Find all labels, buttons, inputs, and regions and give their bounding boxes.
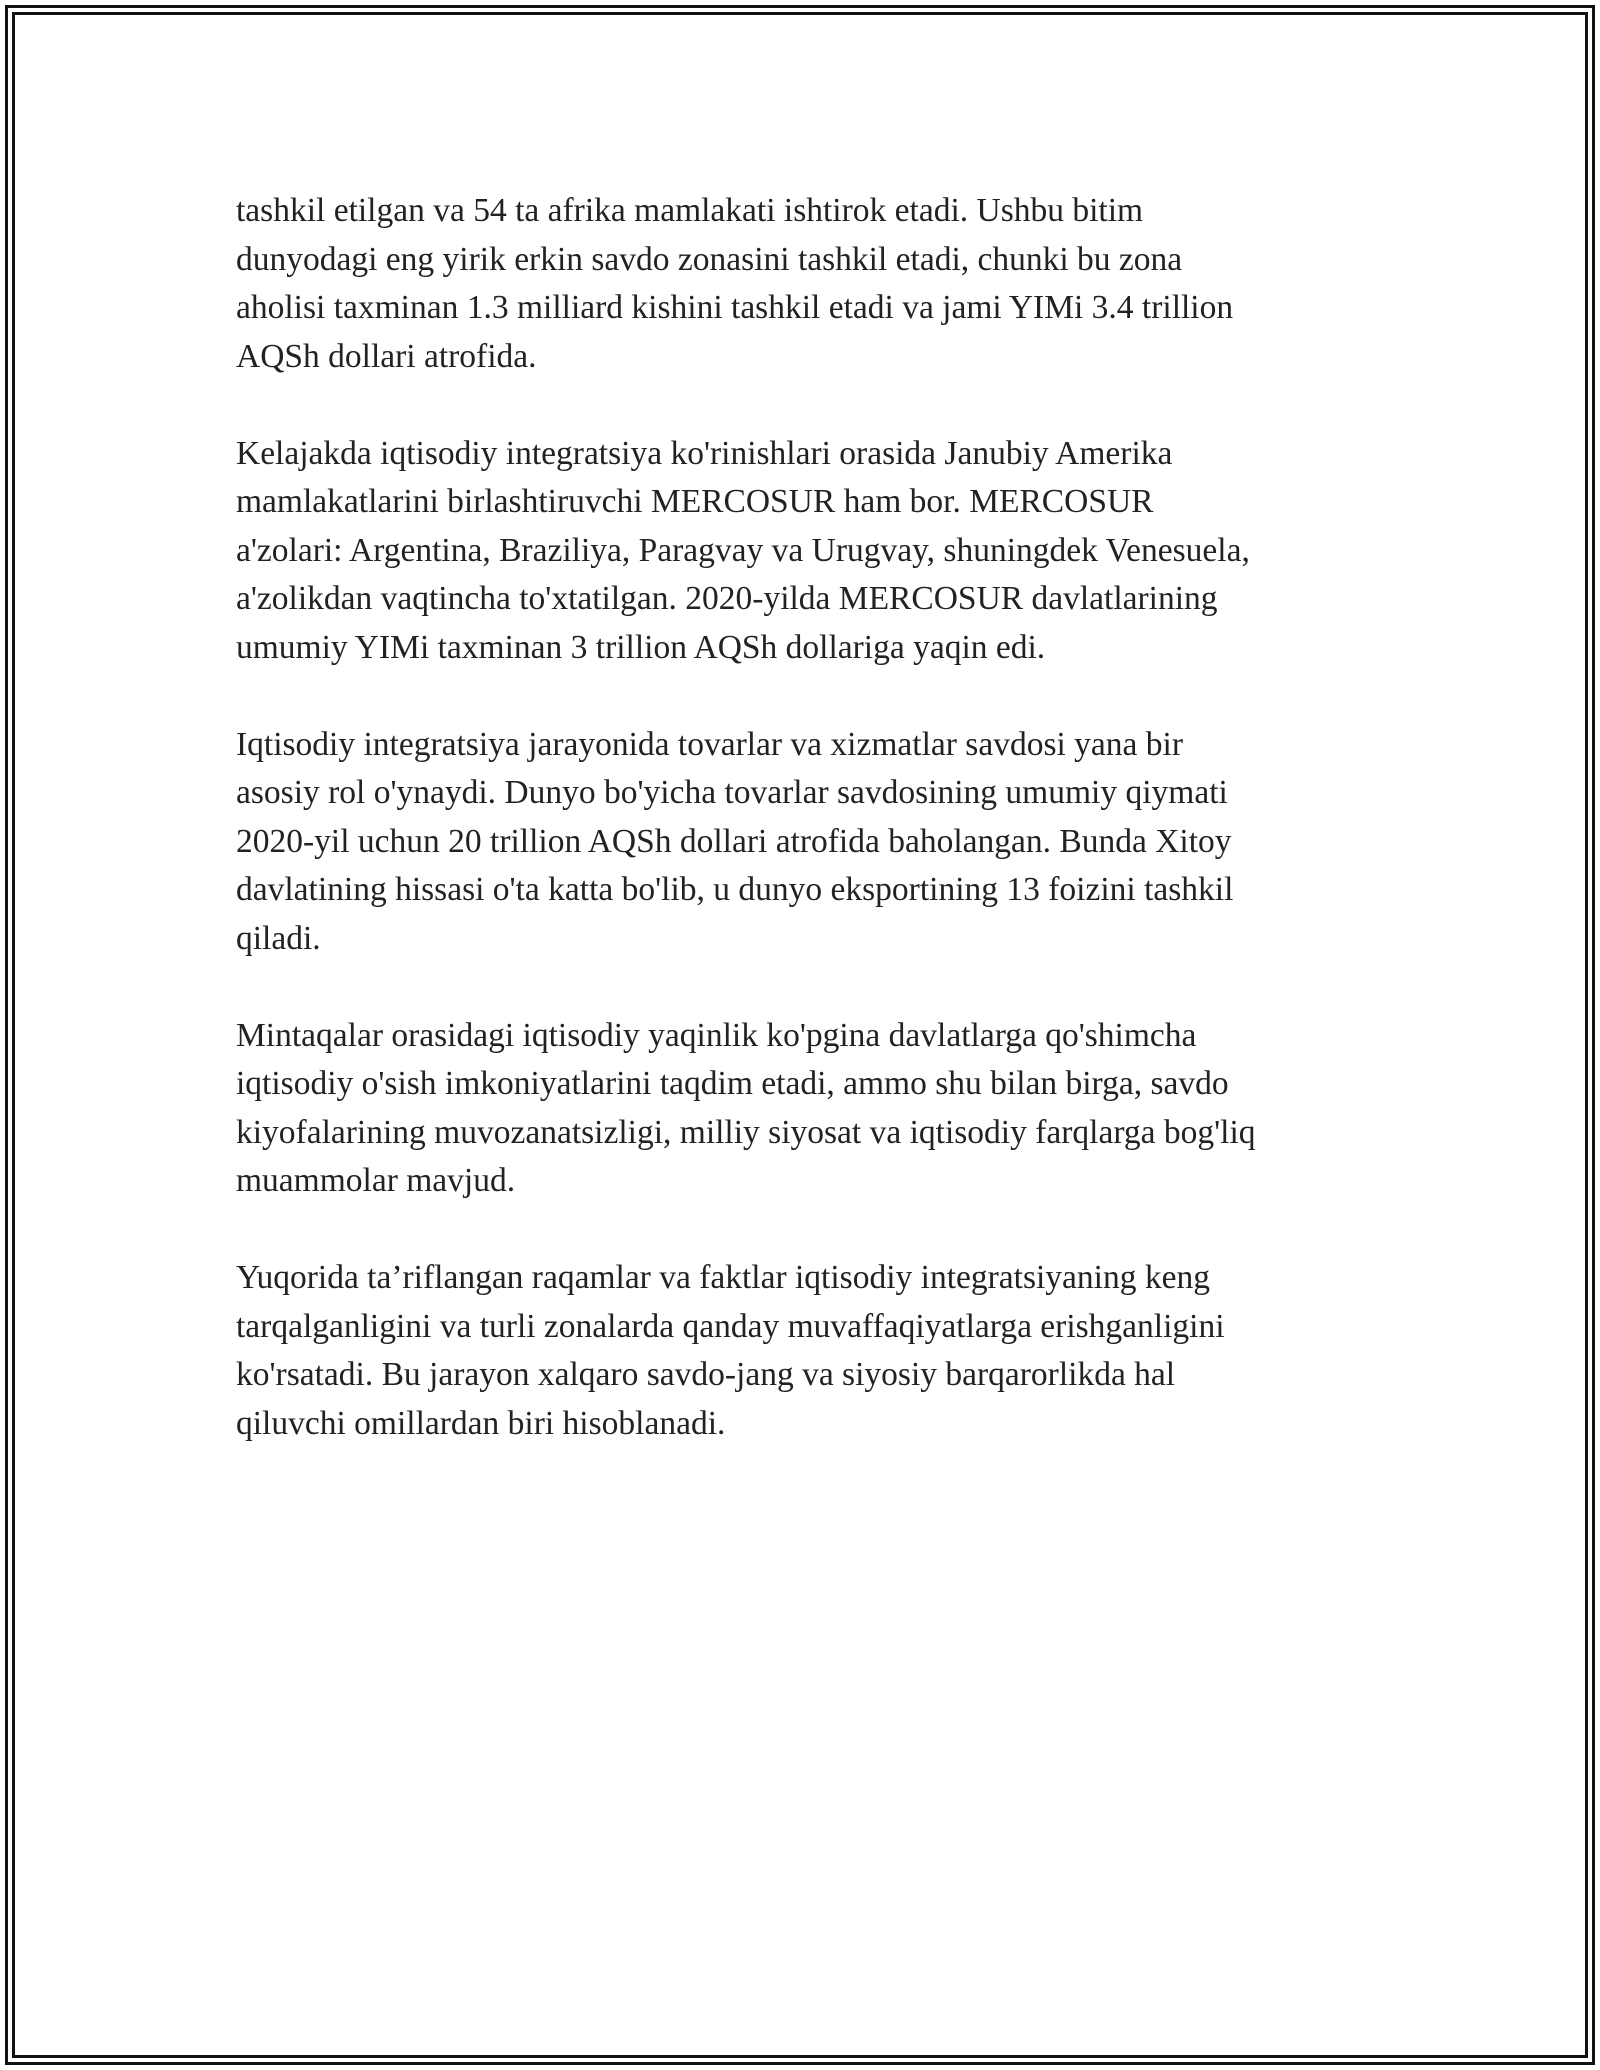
text-line: davlatining hissasi o'ta katta bo'lib, u dunyo eksportining 13 foizini tashkil bbox=[236, 871, 1234, 908]
text-line: 2020-yil uchun 20 trillion AQSh dollari atrofida baholangan. Bunda Xitoy bbox=[236, 822, 1232, 860]
text-line: Yuqorida ta’riflangan raqamlar va faktlar iqtisodiy integratsiyaning keng bbox=[236, 1259, 1210, 1296]
text-line: aholisi taxminan 1.3 milliard kishini tashkil etadi va jami YIMi 3.4 trillion bbox=[236, 289, 1234, 326]
text-line: ko'rsatadi. Bu jarayon xalqaro savdo-jang va siyosiy barqarorlikda hal bbox=[236, 1356, 1176, 1393]
text-line: qiluvchi omillardan biri hisoblanadi. bbox=[236, 1404, 726, 1442]
text-line: a'zolari: Argentina, Braziliya, Paragvay va Urugvay, shuningdek Venesuela, bbox=[236, 531, 1250, 569]
text-line: asosiy rol o'ynaydi. Dunyo bo'yicha tovarlar savdosining umumiy qiymati bbox=[236, 774, 1228, 811]
text-line: Iqtisodiy integratsiya jarayonida tovarlar va xizmatlar savdosi yana bir bbox=[236, 725, 1183, 763]
paragraph-1 bbox=[236, 187, 1366, 381]
text-line: umumiy YIMi taxminan 3 trillion AQSh dollariga yaqin edi. bbox=[236, 628, 1046, 666]
text-line: a'zolikdan vaqtincha to'xtatilgan. 2020-yilda MERCOSUR davlatlarining bbox=[236, 580, 1218, 617]
text-line: muammolar mavjud. bbox=[236, 1162, 516, 1199]
paragraph-3 bbox=[236, 721, 1366, 964]
text-line: tarqalganligini va turli zonalarda qanday muvaffaqiyatlarga erishganligini bbox=[236, 1307, 1225, 1345]
paragraph-2 bbox=[236, 430, 1366, 673]
text-line: kiyofalarining muvozanatsizligi, milliy siyosat va iqtisodiy farqlarga bog'liq bbox=[236, 1113, 1256, 1151]
paragraph-4 bbox=[236, 1012, 1366, 1206]
text-line: mamlakatlarini birlashtiruvchi MERCOSUR ham bor. MERCOSUR bbox=[236, 483, 1154, 520]
document-body bbox=[236, 187, 1366, 1497]
text-line: Mintaqalar orasidagi iqtisodiy yaqinlik ko'pgina davlatlarga qo'shimcha bbox=[236, 1016, 1197, 1054]
text-line: Kelajakda iqtisodiy integratsiya ko'rinishlari orasida Janubiy Amerika bbox=[236, 434, 1173, 472]
text-line: tashkil etilgan va 54 ta afrika mamlakati ishtirok etadi. Ushbu bitim bbox=[236, 192, 1144, 229]
text-line: qiladi. bbox=[236, 919, 321, 957]
text-line: AQSh dollari atrofida. bbox=[236, 337, 537, 375]
paragraph-5 bbox=[236, 1254, 1366, 1448]
text-line: dunyodagi eng yirik erkin savdo zonasini tashkil etadi, chunki bu zona bbox=[236, 240, 1183, 278]
text-line: iqtisodiy o'sish imkoniyatlarini taqdim etadi, ammo shu bilan birga, savdo bbox=[236, 1065, 1229, 1102]
